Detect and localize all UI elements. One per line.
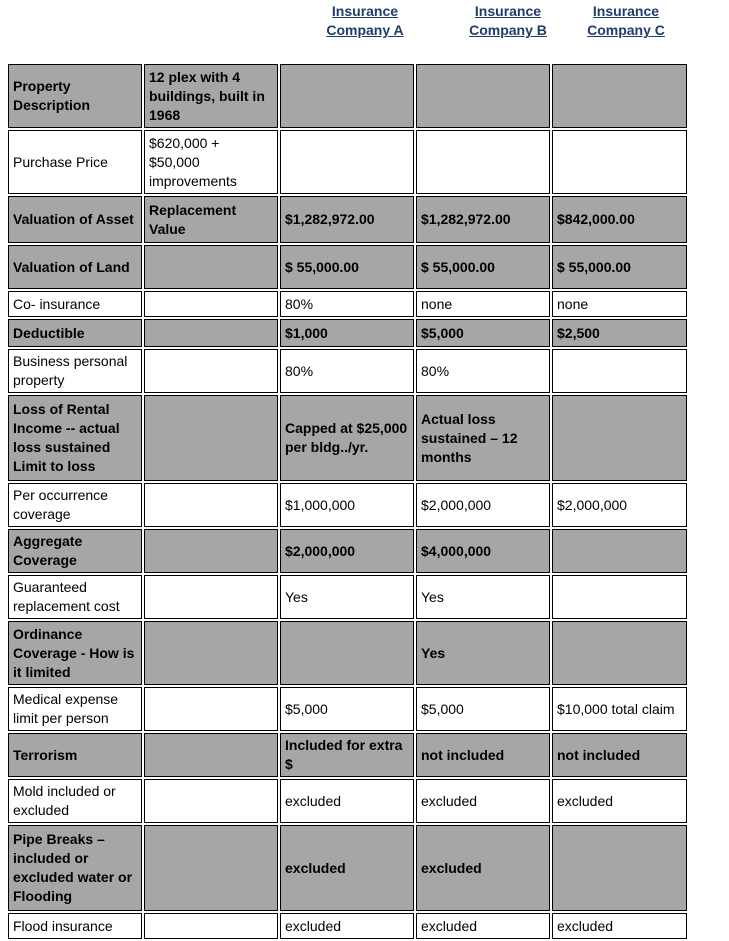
table-row bbox=[8, 196, 687, 243]
header-company-c bbox=[581, 2, 671, 40]
property-cell bbox=[144, 913, 278, 939]
company-b-cell: $2,000,000 bbox=[416, 483, 550, 527]
company-a-cell: $2,000,000 bbox=[280, 529, 414, 573]
company-a-cell: $1,000,000 bbox=[280, 483, 414, 527]
table-row bbox=[8, 319, 687, 347]
company-a-cell: $1,000 bbox=[280, 319, 414, 347]
row-label: Deductible bbox=[8, 319, 142, 347]
company-c-cell bbox=[552, 621, 687, 685]
row-label: Valuation of Land bbox=[8, 245, 142, 289]
property-cell bbox=[144, 291, 278, 317]
row-label: Per occurrence coverage bbox=[8, 483, 142, 527]
table-row bbox=[8, 395, 687, 481]
property-cell bbox=[144, 575, 278, 619]
table-row bbox=[8, 64, 687, 128]
row-label: Property Description bbox=[8, 64, 142, 128]
row-label: Loss of Rental Income -- actual loss sustained Limit to loss bbox=[8, 395, 142, 481]
table-row bbox=[8, 483, 687, 527]
header-line2: Company A bbox=[326, 22, 404, 38]
table-row bbox=[8, 245, 687, 289]
row-label: Purchase Price bbox=[8, 130, 142, 194]
company-a-cell: excluded bbox=[280, 779, 414, 823]
property-cell bbox=[144, 825, 278, 911]
property-cell bbox=[144, 529, 278, 573]
row-label: Mold included or excluded bbox=[8, 779, 142, 823]
company-c-cell: $ 55,000.00 bbox=[552, 245, 687, 289]
company-c-cell: $2,500 bbox=[552, 319, 687, 347]
table-row bbox=[8, 621, 687, 685]
row-label: Terrorism bbox=[8, 733, 142, 777]
table-row bbox=[8, 130, 687, 194]
company-b-cell: $5,000 bbox=[416, 319, 550, 347]
company-c-cell: not included bbox=[552, 733, 687, 777]
company-a-cell: Yes bbox=[280, 575, 414, 619]
row-label: Ordinance Coverage - How is it limited bbox=[8, 621, 142, 685]
company-b-cell: Yes bbox=[416, 621, 550, 685]
company-c-cell: $842,000.00 bbox=[552, 196, 687, 243]
company-c-cell bbox=[552, 825, 687, 911]
company-b-cell: $5,000 bbox=[416, 687, 550, 731]
company-a-cell bbox=[280, 130, 414, 194]
company-c-cell bbox=[552, 529, 687, 573]
row-label: Pipe Breaks – included or excluded water or Flooding bbox=[8, 825, 142, 911]
company-c-cell bbox=[552, 64, 687, 128]
company-a-cell: excluded bbox=[280, 913, 414, 939]
company-c-cell: none bbox=[552, 291, 687, 317]
company-a-cell: $1,282,972.00 bbox=[280, 196, 414, 243]
company-b-cell: Yes bbox=[416, 575, 550, 619]
company-a-cell: Capped at $25,000 per bldg../yr. bbox=[280, 395, 414, 481]
property-cell bbox=[144, 245, 278, 289]
company-b-cell: 80% bbox=[416, 349, 550, 393]
table-row bbox=[8, 913, 687, 939]
company-b-cell: excluded bbox=[416, 825, 550, 911]
company-a-cell: 80% bbox=[280, 291, 414, 317]
row-label: Medical expense limit per person bbox=[8, 687, 142, 731]
company-b-cell: $1,282,972.00 bbox=[416, 196, 550, 243]
header-line1: Insurance bbox=[331, 3, 399, 19]
property-cell: $620,000 + $50,000 improvements bbox=[144, 130, 278, 194]
company-a-cell bbox=[280, 621, 414, 685]
company-c-cell: $10,000 total claim bbox=[552, 687, 687, 731]
table-row bbox=[8, 825, 687, 911]
company-c-cell bbox=[552, 349, 687, 393]
property-cell bbox=[144, 733, 278, 777]
company-a-cell bbox=[280, 64, 414, 128]
row-label: Aggregate Coverage bbox=[8, 529, 142, 573]
property-cell bbox=[144, 349, 278, 393]
row-label: Business personal property bbox=[8, 349, 142, 393]
insurance-comparison-table bbox=[6, 62, 689, 941]
row-label: Guaranteed replacement cost bbox=[8, 575, 142, 619]
company-c-cell: excluded bbox=[552, 913, 687, 939]
table-row bbox=[8, 779, 687, 823]
header-line1: Insurance bbox=[474, 3, 542, 19]
company-c-cell bbox=[552, 395, 687, 481]
company-c-cell bbox=[552, 130, 687, 194]
company-b-cell bbox=[416, 130, 550, 194]
table-row bbox=[8, 733, 687, 777]
company-b-cell: none bbox=[416, 291, 550, 317]
table-row bbox=[8, 529, 687, 573]
row-label: Co- insurance bbox=[8, 291, 142, 317]
company-a-cell: $5,000 bbox=[280, 687, 414, 731]
row-label: Flood insurance bbox=[8, 913, 142, 939]
company-c-cell: $2,000,000 bbox=[552, 483, 687, 527]
property-cell bbox=[144, 319, 278, 347]
company-a-cell: Included for extra $ bbox=[280, 733, 414, 777]
header-line2: Company C bbox=[587, 22, 665, 38]
row-label: Valuation of Asset bbox=[8, 196, 142, 243]
header-line2: Company B bbox=[469, 22, 547, 38]
property-cell: 12 plex with 4 buildings, built in 1968 bbox=[144, 64, 278, 128]
company-c-cell bbox=[552, 575, 687, 619]
company-a-cell: $ 55,000.00 bbox=[280, 245, 414, 289]
company-b-cell: $ 55,000.00 bbox=[416, 245, 550, 289]
company-b-cell: excluded bbox=[416, 913, 550, 939]
company-b-cell: not included bbox=[416, 733, 550, 777]
property-cell: Replacement Value bbox=[144, 196, 278, 243]
table-row bbox=[8, 349, 687, 393]
company-a-cell: 80% bbox=[280, 349, 414, 393]
table-row bbox=[8, 291, 687, 317]
company-b-cell: $4,000,000 bbox=[416, 529, 550, 573]
company-b-cell bbox=[416, 64, 550, 128]
property-cell bbox=[144, 621, 278, 685]
company-c-cell: excluded bbox=[552, 779, 687, 823]
company-b-cell: Actual loss sustained – 12 months bbox=[416, 395, 550, 481]
property-cell bbox=[144, 779, 278, 823]
header-company-b bbox=[438, 2, 578, 40]
property-cell bbox=[144, 483, 278, 527]
table-row bbox=[8, 687, 687, 731]
property-cell bbox=[144, 395, 278, 481]
company-a-cell: excluded bbox=[280, 825, 414, 911]
table-row bbox=[8, 575, 687, 619]
header-line1: Insurance bbox=[592, 3, 660, 19]
header-company-a bbox=[295, 2, 435, 40]
property-cell bbox=[144, 687, 278, 731]
company-b-cell: excluded bbox=[416, 779, 550, 823]
